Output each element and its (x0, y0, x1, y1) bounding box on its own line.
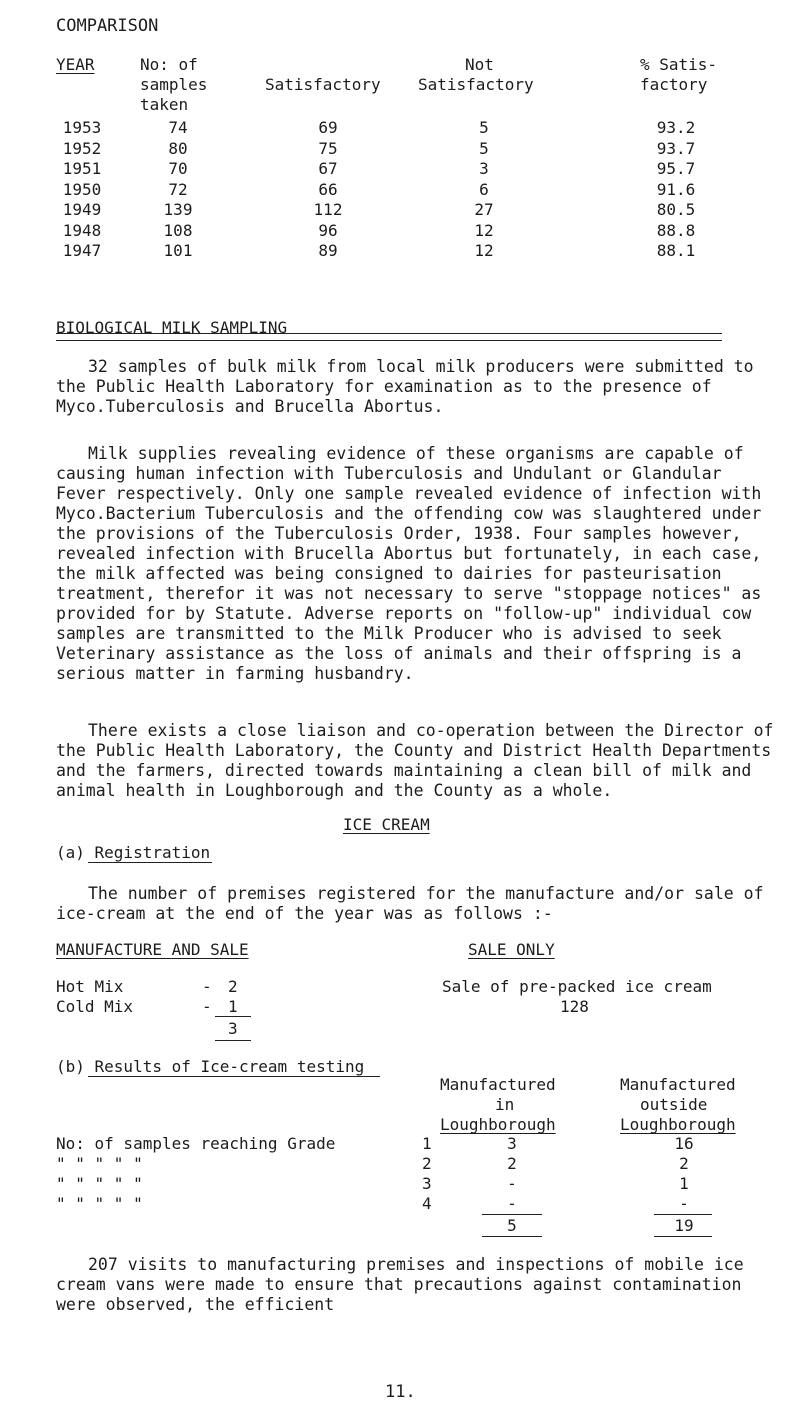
table-cell-notsat: 6 (479, 179, 489, 199)
cold-mix-value: 1 (228, 997, 238, 1016)
col-in-3: Loughborough (440, 1115, 556, 1134)
grade-number: 2 (422, 1154, 432, 1173)
table-cell-pct: 95.7 (656, 159, 696, 178)
hot-mix-value: 2 (228, 977, 238, 996)
registration-heading (56, 843, 210, 862)
mfr-total: 3 (228, 1019, 238, 1038)
table-cell-samples: 108 (163, 220, 193, 240)
sale-only-heading: SALE ONLY (468, 940, 555, 959)
mfr-sale-heading: MANUFACTURE AND SALE (56, 940, 249, 959)
table-cell-pct: 80.5 (656, 200, 696, 219)
table-cell-sat: 69 (318, 118, 338, 137)
table-cell-year: 1950 (62, 179, 102, 199)
sale-value: 128 (560, 997, 589, 1016)
biological-heading: BIOLOGICAL MILK SAMPLING (56, 318, 288, 337)
col-out-2: outside (640, 1095, 708, 1114)
table-divider (56, 340, 722, 341)
ice-cream-heading: ICE CREAM (343, 815, 430, 834)
col-out-1: Manufactured (620, 1075, 736, 1094)
table-cell-sat: 66 (318, 179, 338, 199)
grade-row-label: No: of samples reaching Grade (56, 1134, 336, 1153)
col-header-not-2: Satisfactory (418, 75, 534, 94)
table-cell-year: 1953 (62, 118, 102, 137)
table-cell-samples: 74 (168, 118, 188, 137)
grade-out-value: - (679, 1194, 689, 1213)
bio-paragraph-2: Milk supplies revealing evidence of these organisms are capable of causing human infection with Tuberculosis and Undulant or Glandular Fever respectively. Only one sample revealed evidence of infection with Myco.Bacterium Tuberculosis and the offending cow was slaughtered under the provisions of the Tuberculosis Order, 1938. Four samples however, revealed infection with Brucella Abortus but fortunately, in each case, the milk affected was being consigned to dairies for pasteurisation treatment, therefor it was not necessary to serve "stoppage notices" as provided for by Statute. Adverse reports on "follow-up" individual cow samples are transmitted to the Milk Producer who is advised to seek Veterinary assistance as the loss of animals and their offspring is a serious matter in farming husbandry. (56, 444, 762, 683)
table-cell-sat: 112 (313, 200, 343, 219)
table-cell-samples: 72 (168, 179, 188, 199)
table-cell-notsat: 3 (479, 159, 489, 178)
col-header-samples-1: No: of (140, 55, 198, 74)
grade-row-label: " " " " " (56, 1154, 143, 1173)
registration-text: The number of premises registered for the manufacture and/or sale of ice-cream at the end of the year was as follows :- (56, 884, 764, 923)
table-cell-year: 1952 (62, 138, 102, 158)
table-cell-sat: 89 (318, 241, 338, 260)
grade-out-value: 16 (674, 1134, 694, 1153)
bio-paragraph-1: 32 samples of bulk milk from local milk producers were submitted to the Public Health Laboratory for examination as to the presence of Myco.Tuberculosis and Brucella Abortus. (56, 357, 754, 416)
table-cell-year: 1948 (62, 220, 102, 240)
table-cell-samples: 80 (168, 138, 188, 158)
table-cell-notsat: 5 (479, 138, 489, 158)
table-cell-pct: 93.2 (656, 118, 696, 137)
col-header-pct-1: % Satis- (640, 55, 718, 74)
mfr-total-line-bottom (215, 1040, 251, 1041)
table-cell-sat: 75 (318, 138, 338, 158)
grade-in-value: 3 (507, 1134, 517, 1153)
table-cell-pct: 93.7 (656, 138, 696, 158)
table-cell-samples: 101 (163, 241, 193, 260)
sale-label: Sale of pre-packed ice cream (442, 977, 712, 996)
table-cell-samples: 70 (168, 159, 188, 178)
total-in-line (482, 1214, 542, 1215)
table-cell-notsat: 27 (474, 200, 494, 219)
col-header-pct-2: factory (640, 75, 708, 94)
table-cell-notsat: 5 (479, 118, 489, 137)
table-cell-pct: 88.8 (656, 220, 696, 240)
cold-mix-label: Cold Mix (56, 997, 134, 1016)
grade-in-value: - (507, 1174, 517, 1193)
closing-paragraph: 207 visits to manufacturing premises and inspections of mobile ice cream vans were made to ensure that precautions against contamination were observed, the efficient (56, 1255, 744, 1314)
table-cell-notsat: 12 (474, 241, 494, 260)
table-cell-year: 1947 (62, 241, 102, 260)
col-header-samples-3: taken (140, 95, 189, 114)
bio-paragraph-3: There exists a close liaison and co-operation between the Director of the Public Health Laboratory, the County and District Health Departments and the farmers, directed towards maintaining a clean bill of milk and animal health in Loughborough and the County as a whole. (56, 721, 774, 800)
col-in-2: in (495, 1095, 515, 1114)
total-out-line-bottom (654, 1236, 712, 1237)
page-number: 11. (385, 1382, 416, 1402)
col-header-satisfactory: Satisfactory (265, 75, 381, 94)
col-header-samples-2: samples (140, 75, 208, 94)
table-cell-pct: 88.1 (656, 241, 696, 260)
registration-heading-text: (a) Registration (56, 843, 211, 862)
col-in-1: Manufactured (440, 1075, 556, 1094)
grade-out-value: 2 (679, 1154, 689, 1173)
table-cell-pct: 91.6 (656, 179, 696, 199)
registration-underline (88, 862, 212, 863)
results-underline (88, 1076, 380, 1077)
total-out: 19 (674, 1216, 694, 1235)
results-heading: (b) Results of Ice-cream testing (56, 1057, 365, 1076)
total-in: 5 (507, 1216, 517, 1235)
total-in-line-bottom (482, 1236, 542, 1237)
grade-row-label: " " " " " (56, 1174, 143, 1193)
hot-mix-label: Hot Mix (56, 977, 124, 996)
table-cell-notsat: 12 (474, 220, 494, 240)
grade-number: 1 (422, 1134, 432, 1153)
col-header-year: YEAR (56, 55, 95, 74)
grade-in-value: - (507, 1194, 517, 1213)
table-cell-samples: 139 (163, 200, 193, 219)
table-cell-year: 1951 (62, 159, 102, 178)
grade-number: 4 (422, 1194, 432, 1213)
grade-row-label: " " " " " (56, 1194, 143, 1213)
col-header-not-1: Not (465, 55, 494, 74)
grade-in-value: 2 (507, 1154, 517, 1173)
col-out-3: Loughborough (620, 1115, 736, 1134)
dash: - (202, 977, 212, 996)
total-out-line (654, 1214, 712, 1215)
grade-number: 3 (422, 1174, 432, 1193)
section-title: COMPARISON (56, 16, 159, 36)
mfr-total-line (215, 1016, 251, 1017)
table-cell-year: 1949 (62, 200, 102, 219)
dash: - (202, 997, 212, 1016)
grade-out-value: 1 (679, 1174, 689, 1193)
table-cell-sat: 96 (318, 220, 338, 240)
table-cell-sat: 67 (318, 159, 338, 178)
